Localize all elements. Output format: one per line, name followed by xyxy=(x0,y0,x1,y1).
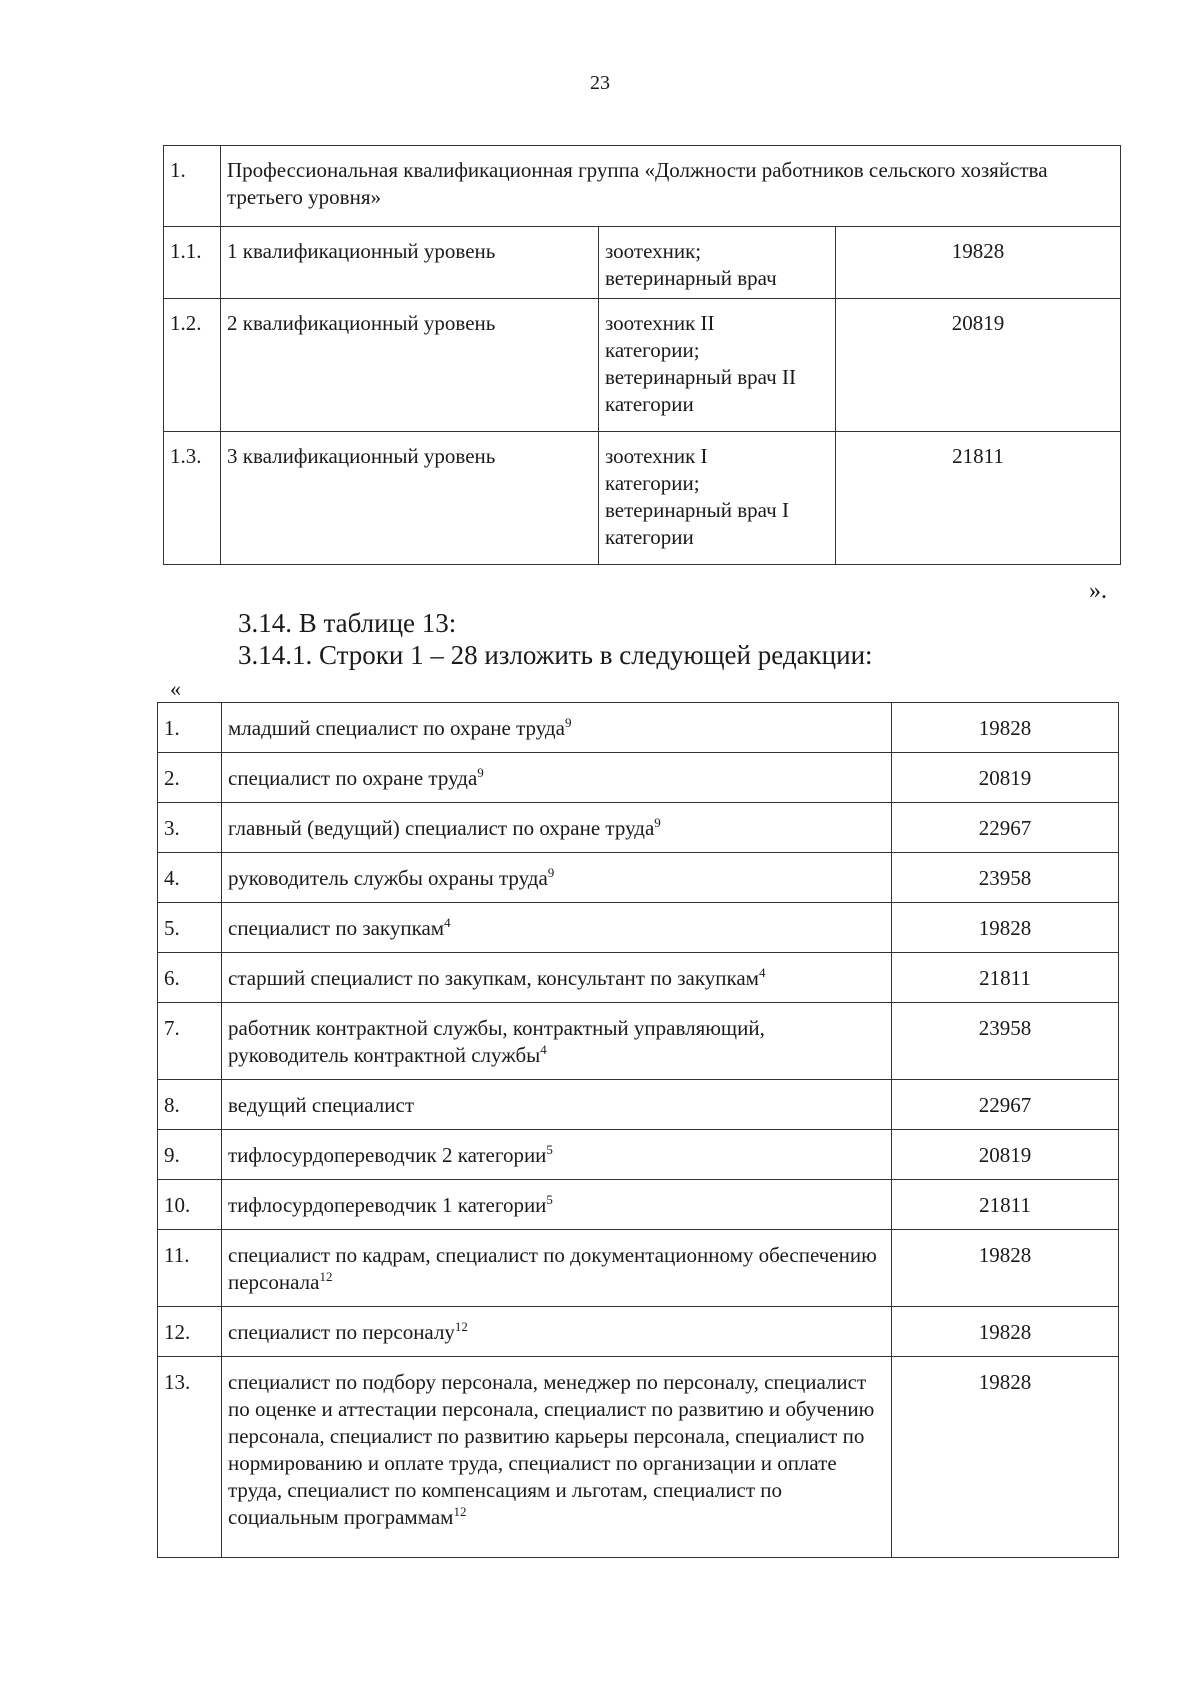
opening-quote: « xyxy=(170,676,181,701)
table-row xyxy=(158,1230,1119,1307)
position-description xyxy=(222,753,892,803)
table-row xyxy=(158,1180,1119,1230)
salary-value: 23958 xyxy=(892,1003,1119,1080)
position-line: категории xyxy=(605,525,694,549)
position-text: специалист по кадрам, специалист по документационному обеспечению персонала xyxy=(228,1243,877,1294)
salary-value: 19828 xyxy=(892,1230,1119,1307)
table-row xyxy=(158,1003,1119,1080)
qualification-level: 3 квалификационный уровень xyxy=(221,432,599,565)
footnote-ref: 4 xyxy=(758,965,766,980)
table-row xyxy=(158,853,1119,903)
salary-value: 19828 xyxy=(892,1357,1119,1558)
qualification-group-table xyxy=(163,145,1121,565)
salary-value: 20819 xyxy=(836,299,1121,432)
group-title: Профессиональная квалификационная группа «Должности работников сельского хозяйства третьего уровня» xyxy=(221,146,1121,227)
salary-value: 19828 xyxy=(892,1307,1119,1357)
row-number: 3. xyxy=(158,803,222,853)
position-text: специалист по закупкам xyxy=(228,916,445,940)
table-row xyxy=(164,299,1121,432)
subsection-heading: 3.14.1. Строки 1 – 28 изложить в следующей редакции: xyxy=(238,640,873,670)
position-line: категории xyxy=(605,392,694,416)
position-text: тифлосурдопереводчик 2 категории xyxy=(228,1143,547,1167)
footnote-ref: 12 xyxy=(454,1319,468,1334)
position-text: младший специалист по охране труда xyxy=(228,716,565,740)
position-text: руководитель службы охраны труда xyxy=(228,866,548,890)
salary-value: 19828 xyxy=(892,903,1119,953)
table-row xyxy=(164,227,1121,299)
position-line: ветеринарный врач II xyxy=(605,365,796,389)
position-line: категории; xyxy=(605,338,700,362)
footnote-ref: 9 xyxy=(547,865,555,880)
position-description xyxy=(222,1130,892,1180)
footnote-ref: 9 xyxy=(654,815,661,830)
table-row xyxy=(164,432,1121,565)
footnote-ref: 12 xyxy=(319,1269,333,1284)
row-number: 1.3. xyxy=(164,432,221,565)
position-description xyxy=(222,1307,892,1357)
footnote-ref: 9 xyxy=(477,765,484,780)
position-line: ветеринарный врач I xyxy=(605,498,789,522)
salary-value: 21811 xyxy=(892,953,1119,1003)
position-description xyxy=(222,903,892,953)
qualification-level: 2 квалификационный уровень xyxy=(221,299,599,432)
position-description xyxy=(222,1230,892,1307)
table-row xyxy=(158,1130,1119,1180)
salary-value: 21811 xyxy=(892,1180,1119,1230)
salary-value: 19828 xyxy=(836,227,1121,299)
position-text: тифлосурдопереводчик 1 категории xyxy=(228,1193,547,1217)
section-heading: 3.14. В таблице 13: xyxy=(238,608,457,638)
row-number: 8. xyxy=(158,1080,222,1130)
position-description xyxy=(222,1357,892,1558)
row-number: 9. xyxy=(158,1130,222,1180)
position-text: старший специалист по закупкам, консультант по закупкам xyxy=(228,966,759,990)
row-number: 6. xyxy=(158,953,222,1003)
footnote-ref: 5 xyxy=(546,1142,553,1157)
table-row xyxy=(158,703,1119,753)
salary-value: 22967 xyxy=(892,803,1119,853)
row-number: 10. xyxy=(158,1180,222,1230)
position-description xyxy=(222,1080,892,1130)
position-line: категории; xyxy=(605,471,700,495)
table-row xyxy=(158,953,1119,1003)
positions-salary-table xyxy=(157,702,1119,1558)
table-row xyxy=(158,753,1119,803)
position-description xyxy=(222,703,892,753)
table-row xyxy=(158,1080,1119,1130)
position-description xyxy=(222,1180,892,1230)
position-line: ветеринарный врач xyxy=(605,266,777,290)
position-line: зоотехник I xyxy=(605,444,708,468)
salary-value: 20819 xyxy=(892,753,1119,803)
row-number: 1. xyxy=(164,146,221,227)
salary-value: 19828 xyxy=(892,703,1119,753)
position-text: специалист по подбору персонала, менеджер по персоналу, специалист по оценке и аттестации персонала, специалист по развитию и обучению персонала, специалист по развитию карьеры персонала, специалист по нормированию и оплате труда, специалист по организации и оплате труда, специалист по компенсациям и льготам, специалист по социальным программам xyxy=(228,1370,875,1529)
footnote-ref: 4 xyxy=(540,1042,547,1057)
position-line: зоотехник; xyxy=(605,239,702,263)
salary-value: 22967 xyxy=(892,1080,1119,1130)
salary-value: 20819 xyxy=(892,1130,1119,1180)
row-number: 7. xyxy=(158,1003,222,1080)
footnote-ref: 12 xyxy=(453,1504,467,1519)
position-text: специалист по охране труда xyxy=(228,766,478,790)
row-number: 1. xyxy=(158,703,222,753)
footnote-ref: 9 xyxy=(564,715,572,730)
row-number: 5. xyxy=(158,903,222,953)
position-description xyxy=(222,953,892,1003)
row-number: 1.2. xyxy=(164,299,221,432)
row-number: 1.1. xyxy=(164,227,221,299)
row-number: 2. xyxy=(158,753,222,803)
position-description xyxy=(222,1003,892,1080)
position-text: главный (ведущий) специалист по охране труда xyxy=(228,816,655,840)
salary-value: 23958 xyxy=(892,853,1119,903)
table-row xyxy=(158,1307,1119,1357)
position-description xyxy=(222,853,892,903)
position-line: зоотехник II xyxy=(605,311,715,335)
position-text: работник контрактной службы, контрактный управляющий, руководитель контрактной службы xyxy=(228,1016,765,1067)
footnote-ref: 4 xyxy=(444,915,451,930)
position-text: специалист по персоналу xyxy=(228,1320,455,1344)
position-text: ведущий специалист xyxy=(228,1093,414,1117)
position-description xyxy=(222,803,892,853)
salary-value: 21811 xyxy=(836,432,1121,565)
table-row xyxy=(158,803,1119,853)
positions-cell xyxy=(599,432,836,565)
table-row xyxy=(158,903,1119,953)
row-number: 4. xyxy=(158,853,222,903)
positions-cell xyxy=(599,227,836,299)
qualification-level: 1 квалификационный уровень xyxy=(221,227,599,299)
row-number: 13. xyxy=(158,1357,222,1558)
table-row xyxy=(164,146,1121,227)
positions-cell xyxy=(599,299,836,432)
row-number: 12. xyxy=(158,1307,222,1357)
table-row xyxy=(158,1357,1119,1558)
closing-quote: ». xyxy=(1089,578,1107,604)
page-number: 23 xyxy=(590,72,610,94)
footnote-ref: 5 xyxy=(546,1192,553,1207)
row-number: 11. xyxy=(158,1230,222,1307)
